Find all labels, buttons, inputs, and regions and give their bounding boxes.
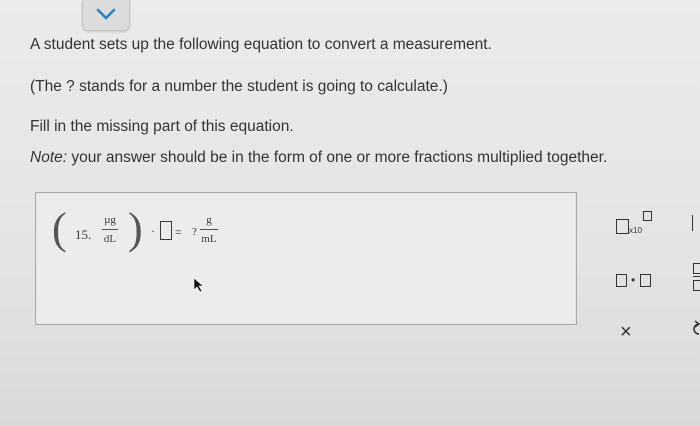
fraction-top-box-icon: [693, 263, 700, 274]
collapse-toggle[interactable]: [82, 0, 130, 31]
exponent-box-icon: [643, 211, 652, 221]
fraction-g-per-ml: [200, 213, 218, 246]
fraction-denominator: dL: [103, 233, 117, 245]
coefficient: 15.: [75, 227, 92, 242]
fraction-ug-per-dl: [102, 213, 118, 246]
question-line-2: (The ? stands for a number the student is going to calculate.): [30, 78, 448, 95]
scientific-notation-button[interactable]: [616, 209, 660, 235]
equals-sign: =: [175, 225, 182, 239]
math-toolbar: [600, 195, 700, 355]
question-line-3: Fill in the missing part of this equation.: [30, 118, 294, 135]
undo-button[interactable]: [688, 320, 700, 345]
partial-edge-icon[interactable]: [692, 215, 696, 231]
note-text: your answer should be in the form of one or more fractions multiplied together.: [67, 149, 608, 166]
undo-icon: [688, 320, 700, 340]
fraction-bottom-box-icon: [693, 280, 700, 291]
x10-label: x10: [629, 226, 642, 235]
right-paren: ): [128, 204, 143, 253]
question-line-1: A student sets up the following equation to convert a measurement.: [30, 36, 492, 53]
fraction-numerator: µg: [104, 214, 116, 226]
left-paren: (: [52, 204, 67, 253]
fraction-bar: [200, 229, 218, 230]
chevron-down-icon: [96, 8, 116, 20]
multiply-dot: ·: [151, 224, 155, 238]
fraction-button[interactable]: [693, 263, 700, 297]
missing-factor-box[interactable]: [160, 221, 172, 240]
unknown-value: ?: [192, 226, 197, 238]
fraction-numerator: g: [206, 214, 212, 226]
scientific-notation-icon: [616, 219, 629, 234]
mouse-pointer-icon: [193, 277, 207, 293]
multiply-left-box-icon: [616, 274, 627, 287]
multiply-button[interactable]: [616, 273, 656, 289]
clear-button[interactable]: ×: [620, 321, 632, 343]
question-note: [30, 149, 607, 167]
fraction-denominator: mL: [201, 233, 217, 245]
multiply-right-box-icon: [640, 274, 651, 287]
note-label: Note:: [30, 149, 68, 166]
fraction-bar: [102, 229, 118, 230]
fraction-bar-icon: [693, 276, 700, 277]
multiply-dot-icon: •: [631, 273, 636, 287]
answer-input-area[interactable]: [35, 192, 577, 325]
